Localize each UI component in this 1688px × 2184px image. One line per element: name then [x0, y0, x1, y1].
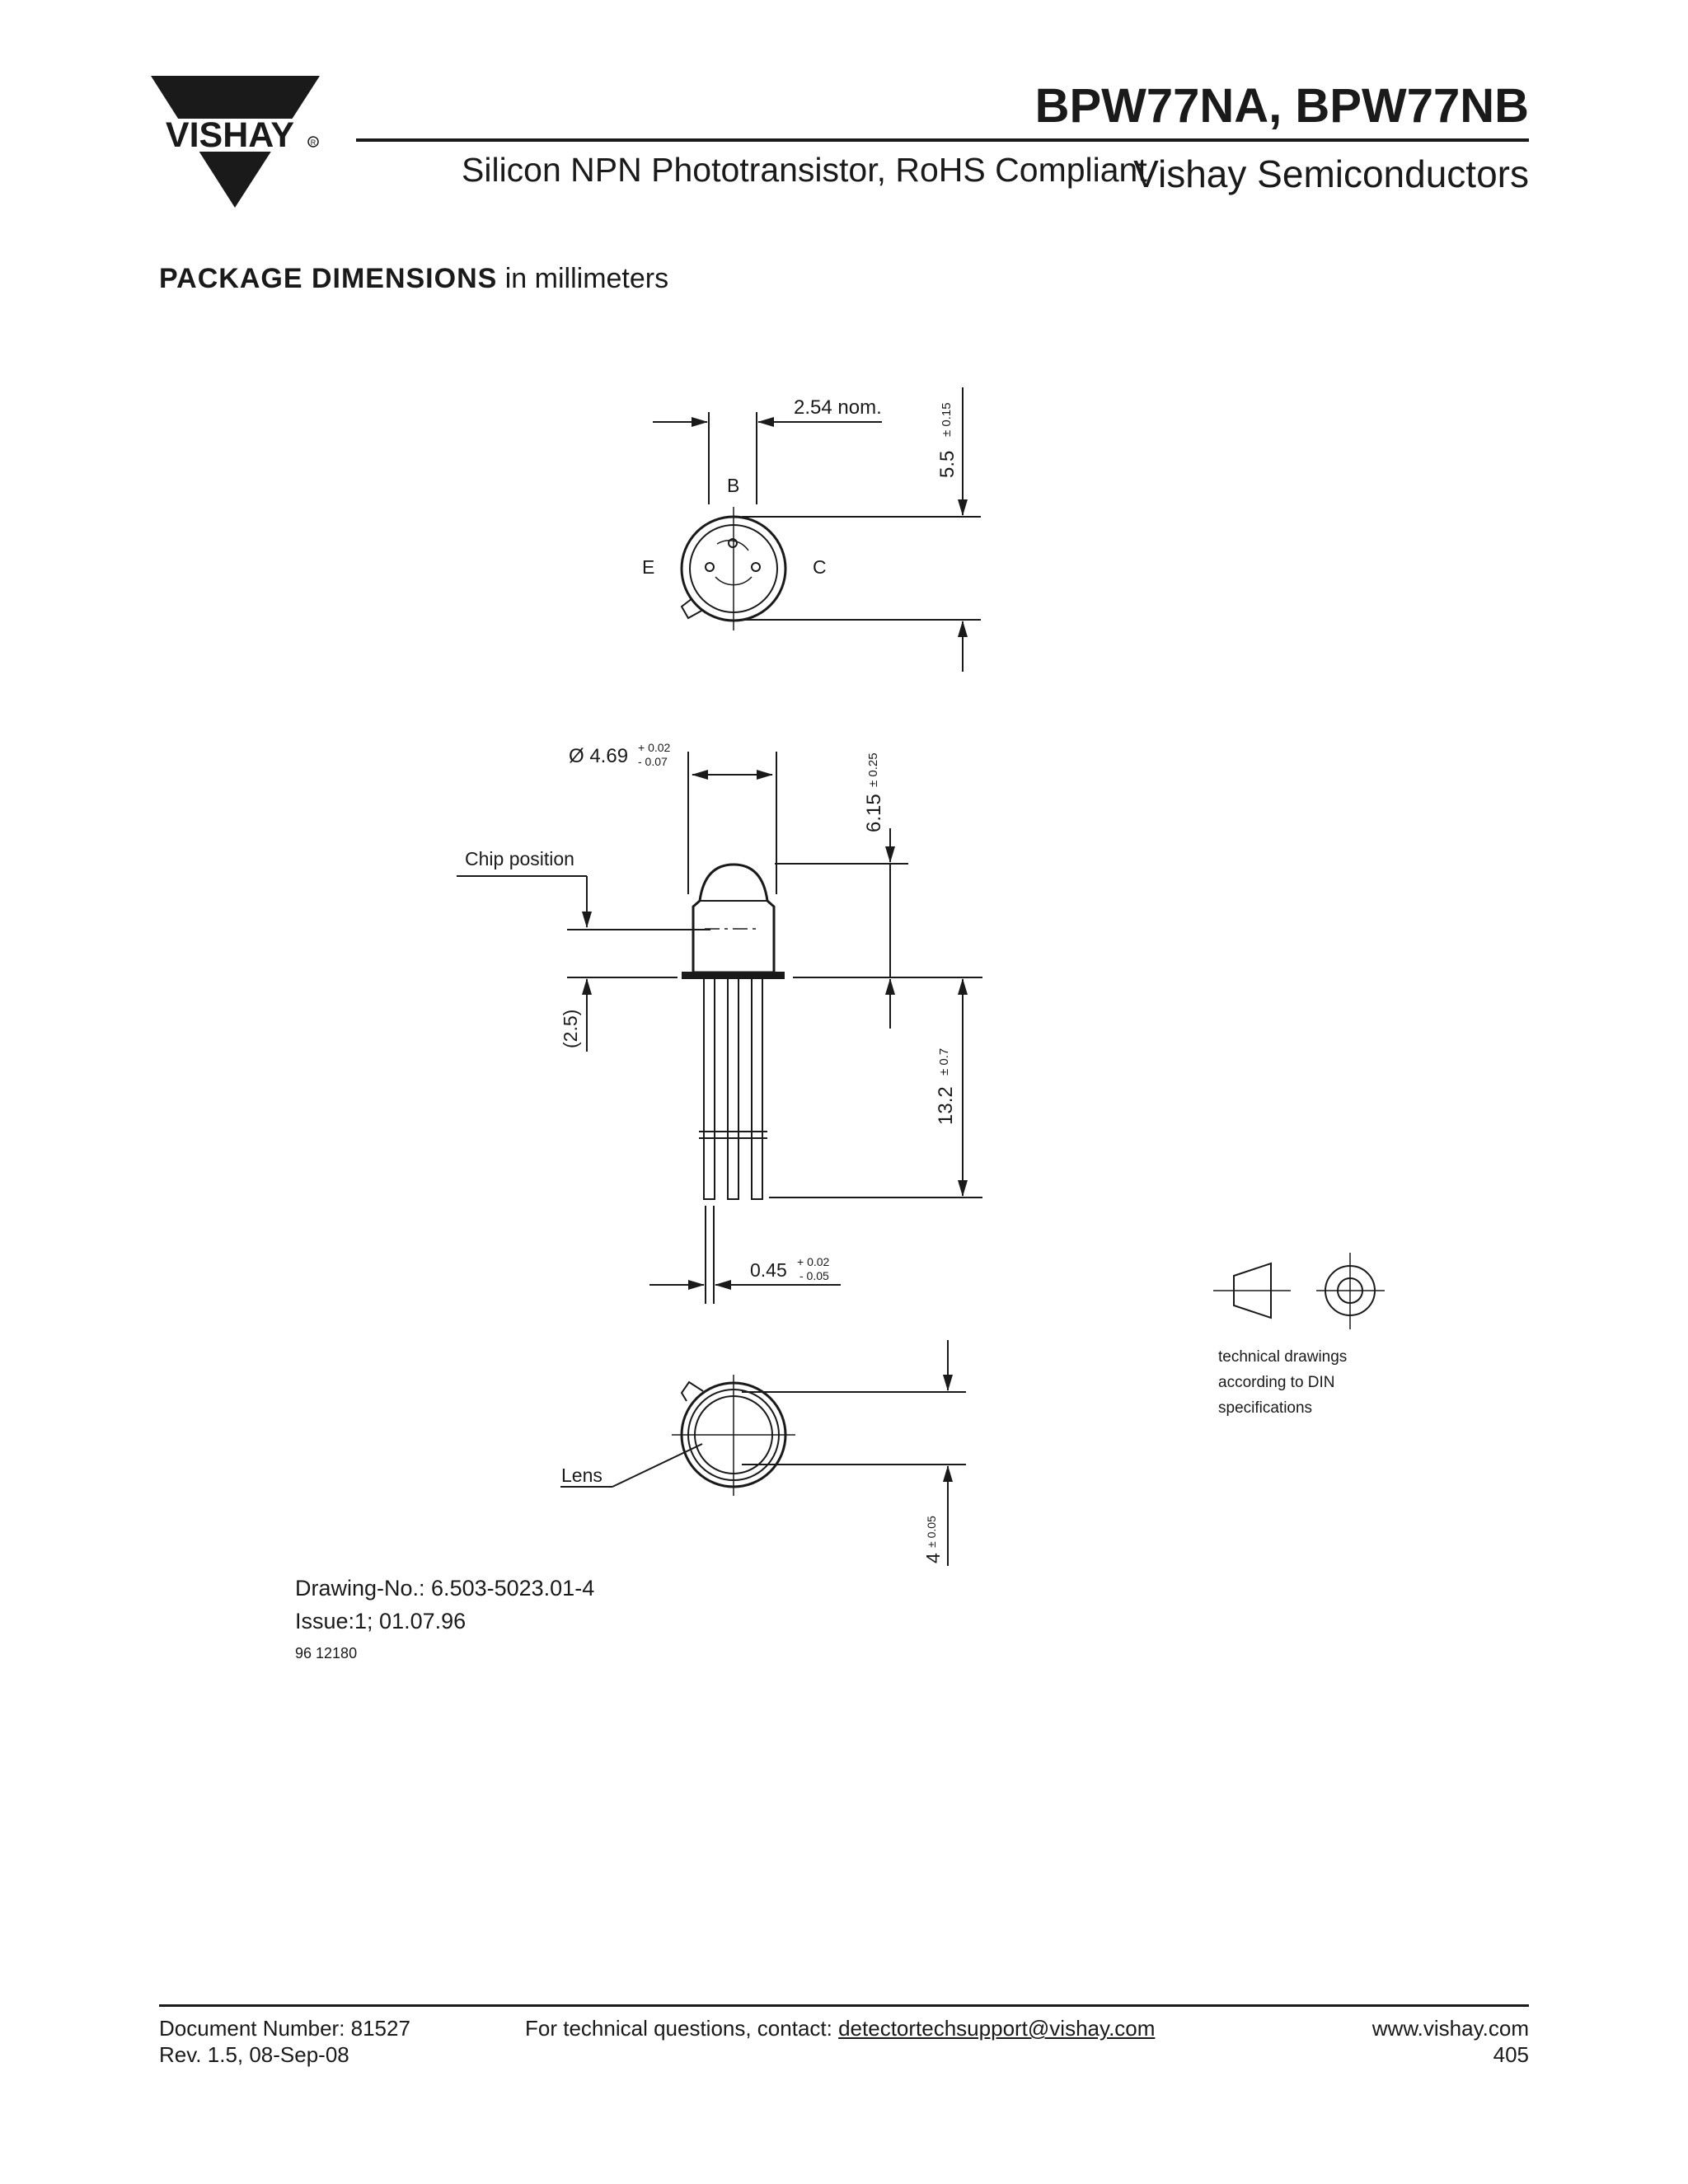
diameter-tol-minus: - 0.07	[638, 755, 668, 768]
product-title: BPW77NA, BPW77NB	[1034, 79, 1529, 133]
dim-6-15-tolerance: ± 0.25	[866, 752, 880, 787]
pin-emitter-label: E	[642, 556, 655, 578]
document-number: Document Number: 81527	[159, 2016, 410, 2041]
dim-4-value: 4	[922, 1553, 944, 1563]
lead-tol-minus: - 0.05	[799, 1269, 829, 1282]
top-view	[653, 387, 981, 672]
side-view	[457, 752, 982, 1304]
bottom-view	[560, 1340, 966, 1566]
dim-5-5-tolerance: ± 0.15	[940, 402, 954, 437]
document-subtitle: Silicon NPN Phototransistor, RoHS Compliant	[462, 151, 1147, 189]
contact-prefix: For technical questions, contact:	[525, 2016, 839, 2041]
revision: Rev. 1.5, 08-Sep-08	[159, 2042, 349, 2067]
contact-line	[525, 2016, 1155, 2041]
dim-4-tolerance: ± 0.05	[925, 1516, 938, 1548]
diameter-label: Ø 4.69	[569, 745, 629, 767]
lens-label: Lens	[561, 1465, 603, 1486]
lead-dimension-label: 0.45	[750, 1259, 787, 1281]
svg-text:R: R	[310, 138, 316, 147]
din-note-line-1: technical drawings	[1218, 1348, 1348, 1366]
website-link[interactable]: www.vishay.com	[1372, 2016, 1529, 2041]
svg-text:VISHAY: VISHAY	[165, 115, 295, 155]
contact-email-link[interactable]: detectortechsupport@vishay.com	[838, 2016, 1156, 2041]
dim-13-2-value: 13.2	[935, 1086, 957, 1125]
pin-base-label: B	[727, 475, 740, 496]
section-heading-bold: PACKAGE DIMENSIONS	[159, 263, 498, 294]
drawing-issue: Issue:1; 01.07.96	[295, 1609, 467, 1633]
dim-6-15-value: 6.15	[863, 794, 885, 832]
pitch-label: 2.54 nom.	[794, 396, 882, 419]
dim-5-5-value: 5.5	[936, 450, 959, 478]
dim-13-2-tolerance: ± 0.7	[937, 1047, 951, 1076]
drawing-code: 96 12180	[295, 1645, 358, 1661]
footer-rule	[159, 2004, 1529, 2007]
lead-tol-plus: + 0.02	[797, 1255, 830, 1268]
section-heading-unit: in millimeters	[504, 263, 669, 294]
pin-collector-label: C	[813, 556, 827, 578]
company-name: Vishay Semiconductors	[1133, 152, 1529, 195]
din-note-line-2: according to DIN	[1218, 1374, 1335, 1391]
diameter-tol-plus: + 0.02	[638, 741, 671, 754]
page-number: 405	[1493, 2042, 1529, 2067]
din-projection-symbol	[1213, 1253, 1385, 1329]
chip-position-label: Chip position	[465, 848, 574, 869]
dim-2-5-value: (2.5)	[560, 1009, 581, 1048]
drawing-number: Drawing-No.: 6.503-5023.01-4	[295, 1576, 595, 1601]
din-note-line-3: specifications	[1218, 1399, 1313, 1417]
